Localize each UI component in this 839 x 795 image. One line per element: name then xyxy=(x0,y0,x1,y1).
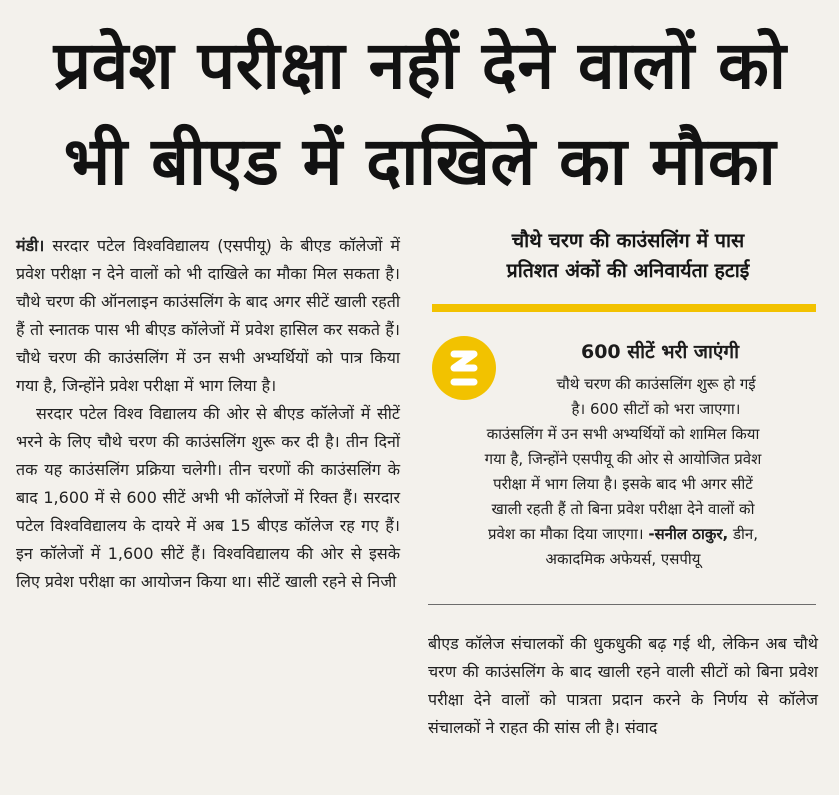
article-paragraph-1 xyxy=(16,232,400,400)
paragraph-1-text: सरदार पटेल विश्वविद्यालय (एसपीयू) के बीएड कॉलेजों में प्रवेश परीक्षा न देने वालों को भी दाखिले का मौका मिल सकता है। चौथे चरण की ऑनलाइन काउंसलिंग के बाद अगर सीटें खाली रहती हैं तो स्नातक पास भी बीएड कॉलेजों में प्रवेश हासिल कर सकते हैं। चौथे चरण की काउंसलिंग में उन सभी अभ्यर्थियों को पात्र किया गया है, जिन्होंने प्रवेश परीक्षा में भाग लिया है। xyxy=(16,236,400,395)
quote-line-7 xyxy=(428,522,818,547)
attribution-role-2: अकादमिक अफेयर्स, एसपीयू xyxy=(545,550,701,568)
quote-line-6: खाली रहती हैं तो बिना प्रवेश परीक्षा देने वालों को xyxy=(491,500,755,518)
quote-line-1: चौथे चरण की काउंसलिंग शुरू हो गई xyxy=(556,375,756,393)
headline xyxy=(20,18,820,210)
quote-line-2: है। 600 सीटों को भरा जाएगा। xyxy=(571,400,741,418)
section-divider xyxy=(428,604,816,605)
yellow-divider xyxy=(432,304,816,312)
headline-line-2: भी बीएड में दाखिले का मौका xyxy=(63,123,777,200)
news-credit: संवाद xyxy=(624,718,658,737)
dateline: मंडी। xyxy=(16,236,45,255)
subheadline xyxy=(432,226,824,286)
quote-line-5: परीक्षा में भाग लिया है। इसके बाद भी अगर सीटें xyxy=(493,475,753,493)
subheadline-line-1: चौथे चरण की काउंसलिंग में पास xyxy=(511,229,745,252)
article-paragraph-2: सरदार पटेल विश्व विद्यालय की ओर से बीएड कॉलेजों में सीटें भरने के लिए चौथे चरण की काउंसलिंग शुरू कर दी है। तीन दिनों तक यह काउंसलिंग प्रक्रिया चलेगी। तीन चरणों की काउंसलिंग के बाद 1,600 में से 600 सीटें अभी भी कॉलेजों में रिक्त हैं। सरदार पटेल विश्वविद्यालय के दायरे में अब 15 बीएड कॉलेज रह गए हैं। इन कॉलेजों में 1,600 सीटें हैं। विश्वविद्यालय की ओर से इसके लिए प्रवेश परीक्षा का आयोजन किया था। सीटें खाली रहने से निजी xyxy=(16,404,400,591)
closing-paragraph-body xyxy=(428,630,818,742)
quote-box-body xyxy=(428,372,818,572)
quote-line-3: काउंसलिंग में उन सभी अभ्यर्थियों को शामिल किया xyxy=(486,425,760,443)
article-left-column xyxy=(16,232,400,596)
attribution-role-1: डीन, xyxy=(733,525,759,543)
closing-paragraph xyxy=(428,630,818,742)
quote-line-4: गया है, जिन्होंने एसपीयू की ओर से आयोजित प्रवेश xyxy=(484,450,762,468)
attribution-name: -सनील ठाकुर, xyxy=(648,525,729,543)
headline-line-1: प्रवेश परीक्षा नहीं देने वालों को xyxy=(53,27,787,104)
subheadline-line-2: प्रतिशत अंकों की अनिवार्यता हटाई xyxy=(506,259,750,282)
quote-box-title: 600 सीटें भरी जाएंगी xyxy=(580,341,740,363)
closing-text: बीएड कॉलेज संचालकों की धुकधुकी बढ़ गई थी, लेकिन अब चौथे चरण की काउंसलिंग के बाद खाली रहने वाली सीटों को बिना प्रवेश परीक्षा देने वालों को पात्रता प्रदान करने के निर्णय से कॉलेज संचालकों ने राहत की सांस ली है। xyxy=(428,634,818,737)
quote-line-7-text: प्रवेश का मौका दिया जाएगा। xyxy=(487,525,644,543)
